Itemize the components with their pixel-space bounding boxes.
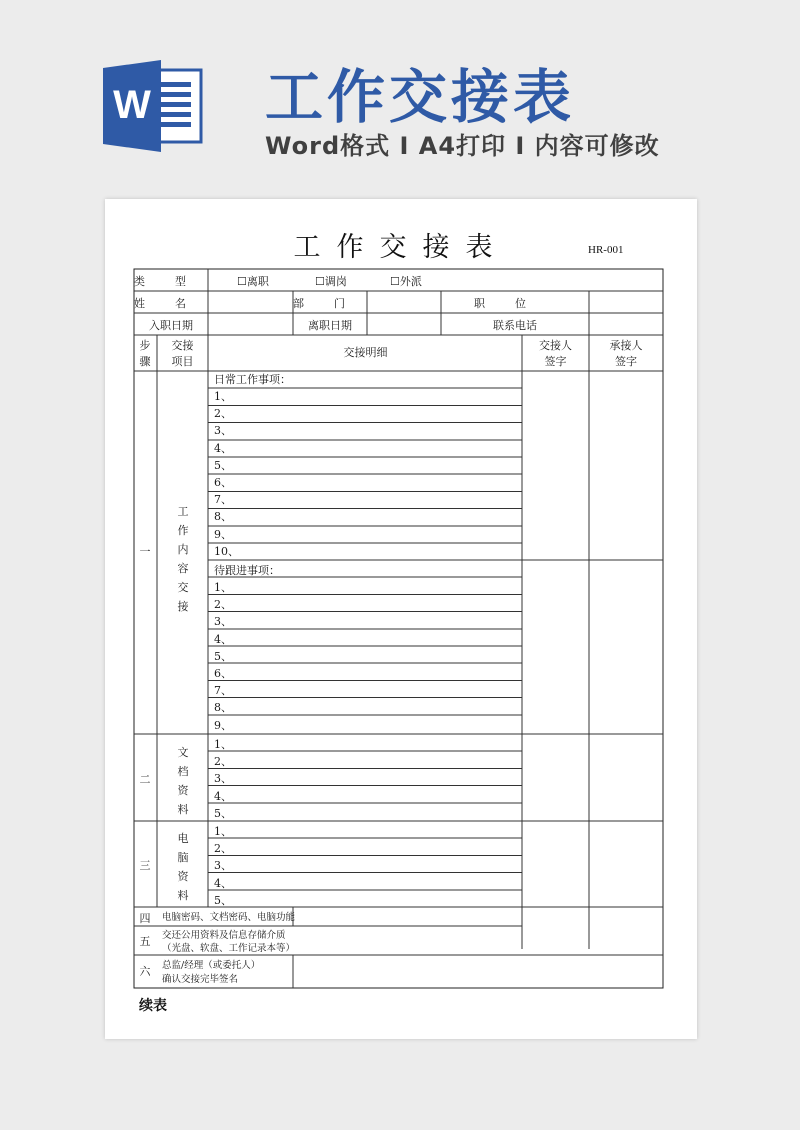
section-three-step: 三 — [139, 859, 151, 872]
doc-item-1[interactable]: 1、 — [214, 738, 232, 751]
option-resign[interactable]: ☐离职 — [237, 275, 269, 288]
option-transfer[interactable]: ☐调岗 — [315, 275, 347, 288]
col-giver-b: 签字 — [544, 355, 567, 368]
entry-date-label: 入职日期 — [149, 319, 193, 332]
daily-item-6[interactable]: 6、 — [214, 476, 232, 489]
col-step-b: 骤 — [139, 355, 151, 368]
doc-item-5[interactable]: 5、 — [214, 806, 232, 820]
section-four-label: 电脑密码、文档密码、电脑功能 — [162, 912, 296, 923]
follow-item-7[interactable]: 7、 — [214, 684, 232, 698]
follow-item-2[interactable]: 2、 — [214, 598, 232, 612]
word-logo-letter: W — [113, 83, 151, 127]
pc-item-4[interactable]: 4、 — [214, 876, 232, 890]
follow-title: 待跟进事项： — [214, 564, 280, 577]
follow-item-5[interactable]: 5、 — [214, 649, 232, 663]
pc-item-3[interactable]: 3、 — [214, 859, 232, 873]
daily-item-7[interactable]: 7、 — [214, 493, 232, 507]
pc-item-2[interactable]: 2、 — [214, 842, 232, 856]
section-five-step: 五 — [139, 935, 151, 948]
section-five-label-b: （光盘、软盘、工作记录本等） — [162, 943, 296, 954]
follow-item-1[interactable]: 1、 — [214, 581, 232, 594]
daily-item-3[interactable]: 3、 — [214, 424, 232, 438]
daily-item-8[interactable]: 8、 — [214, 510, 232, 524]
section-six-label-a: 总监/经理（或委托人） — [162, 960, 261, 971]
doc-item-3[interactable]: 3、 — [214, 772, 232, 786]
continued-label: 续表 — [139, 998, 167, 1014]
document-code: HR-001 — [588, 244, 624, 256]
type-label: 类型 — [134, 275, 216, 288]
position-label: 职位 — [474, 297, 556, 310]
section-five-label-a: 交还公用资料及信息存储介质 — [162, 930, 286, 941]
section-three-item: 电脑资料 — [177, 832, 189, 902]
phone-label: 联系电话 — [493, 319, 537, 332]
daily-item-9[interactable]: 9、 — [214, 527, 232, 541]
col-giver-a: 交接人 — [539, 339, 572, 352]
option-dispatch[interactable]: ☐外派 — [390, 275, 422, 288]
section-two-step: 二 — [139, 773, 151, 786]
section-four-step: 四 — [139, 912, 151, 925]
daily-item-10[interactable]: 10、 — [214, 544, 239, 558]
section-six-label-b: 确认交接完毕签名 — [162, 974, 239, 985]
banner-subtitle: Word格式 I A4打印 I 内容可修改 — [265, 132, 660, 160]
pc-item-1[interactable]: 1、 — [214, 825, 232, 838]
doc-item-4[interactable]: 4、 — [214, 789, 232, 803]
follow-item-4[interactable]: 4、 — [214, 632, 232, 646]
follow-item-9[interactable]: 9、 — [214, 718, 232, 732]
doc-item-2[interactable]: 2、 — [214, 755, 232, 769]
col-step-a: 步 — [139, 339, 151, 352]
daily-item-5[interactable]: 5、 — [214, 458, 232, 472]
daily-item-2[interactable]: 2、 — [214, 407, 232, 421]
col-receiver-b: 签字 — [615, 355, 637, 368]
section-one-step: 一 — [139, 545, 151, 558]
daily-item-4[interactable]: 4、 — [214, 441, 232, 455]
dept-label: 部门 — [293, 297, 375, 310]
name-label: 姓名 — [134, 297, 216, 310]
banner-title: 工作交接表 — [265, 63, 576, 131]
leave-date-label: 离职日期 — [308, 319, 352, 332]
follow-item-8[interactable]: 8、 — [214, 701, 232, 715]
word-logo-icon — [103, 60, 205, 152]
section-two-item: 文档资料 — [177, 746, 189, 816]
col-item-a: 交接 — [171, 339, 194, 352]
section-one-item: 工作内容交接 — [177, 505, 189, 613]
daily-title: 日常工作事项： — [214, 373, 291, 386]
section-six-step: 六 — [139, 965, 151, 978]
document-page — [105, 199, 697, 1039]
col-item-b: 项目 — [171, 355, 194, 368]
daily-item-1[interactable]: 1、 — [214, 390, 232, 403]
document-title: 工作交接表 — [293, 232, 509, 263]
pc-item-5[interactable]: 5、 — [214, 893, 232, 907]
col-detail: 交接明细 — [343, 346, 388, 359]
follow-item-3[interactable]: 3、 — [214, 615, 232, 629]
follow-item-6[interactable]: 6、 — [214, 667, 232, 680]
col-receiver-a: 承接人 — [609, 339, 643, 352]
